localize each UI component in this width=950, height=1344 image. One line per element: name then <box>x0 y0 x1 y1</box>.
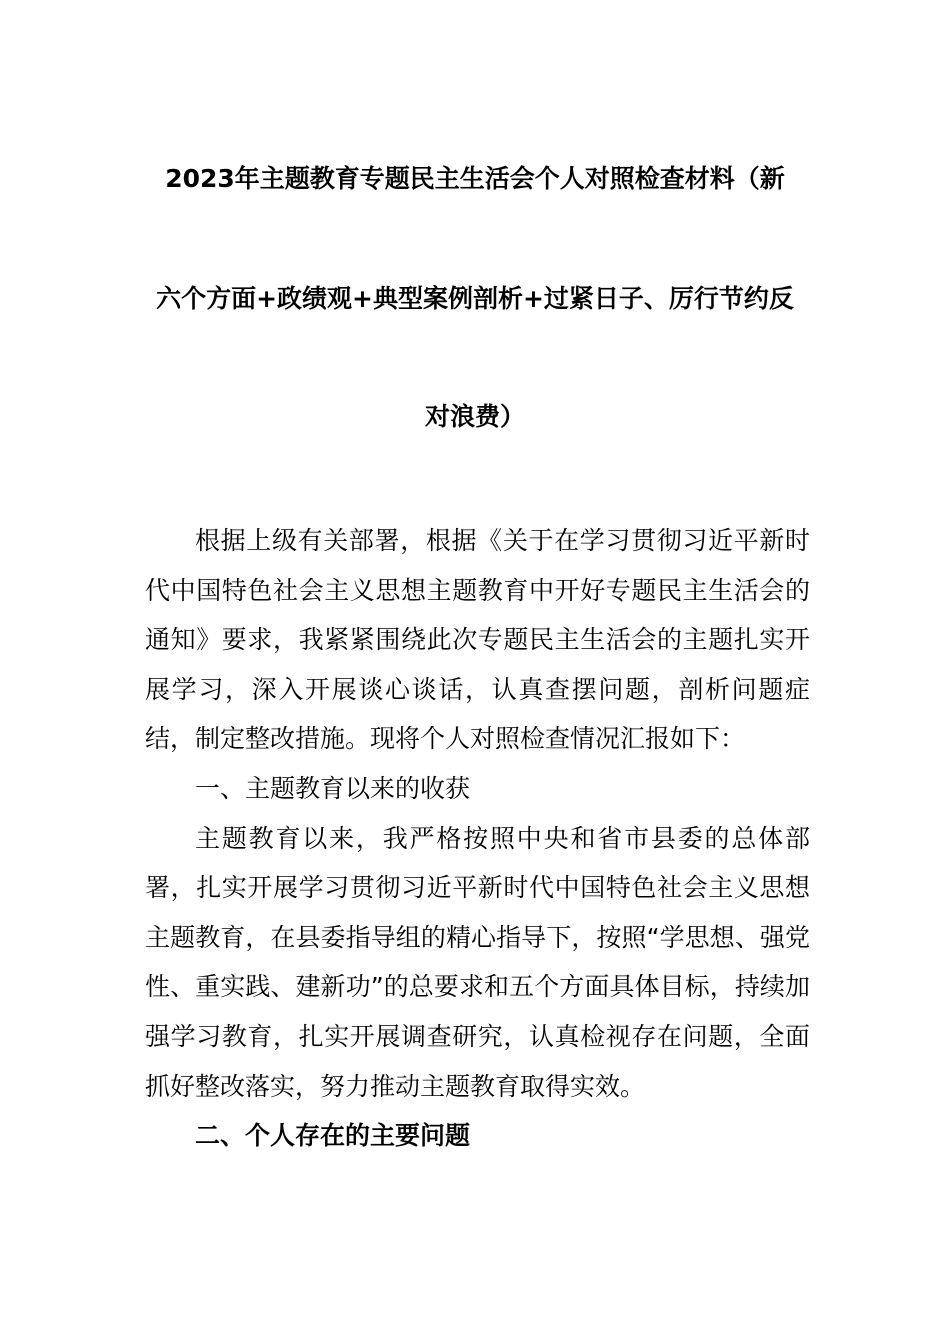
intro-paragraph: 根据上级有关部署，根据《关于在学习贯彻习近平新时代中国特色社会主义思想主题教育中开好专题民主生活会的通知》要求，我紧紧围绕此次专题民主生活会的主题扎实开展学习，深入开展谈心谈话，认真查摆问题，剖析问题症结，制定整改措施。现将个人对照检查情况汇报如下： <box>145 526 810 754</box>
document-title-line-3: 对浪费） <box>424 402 525 431</box>
section-heading-harvest: 一、主题教育以来的收获 <box>195 773 471 803</box>
document-body <box>145 516 810 1161</box>
document-title-line-1: 2023年主题教育专题民主生活会个人对照检查材料（新 <box>165 164 785 193</box>
document-title-line-2: 六个方面+政绩观+典型案例剖析+过紧日子、厉行节约反 <box>156 284 794 313</box>
section-paragraph-harvest: 主题教育以来，我严格按照中央和省市县委的总体部署，扎实开展学习贯彻习近平新时代中国特色社会主义思想主题教育，在县委指导组的精心指导下，按照“学思想、强党性、重实践、建新功”的总要求和五个方面具体目标，持续加强学习教育，扎实开展调查研究，认真检视存在问题，全面抓好整改落实，努力推动主题教育取得实效。 <box>145 823 810 1101</box>
section-heading-problems: 二、个人存在的主要问题 <box>195 1121 471 1151</box>
